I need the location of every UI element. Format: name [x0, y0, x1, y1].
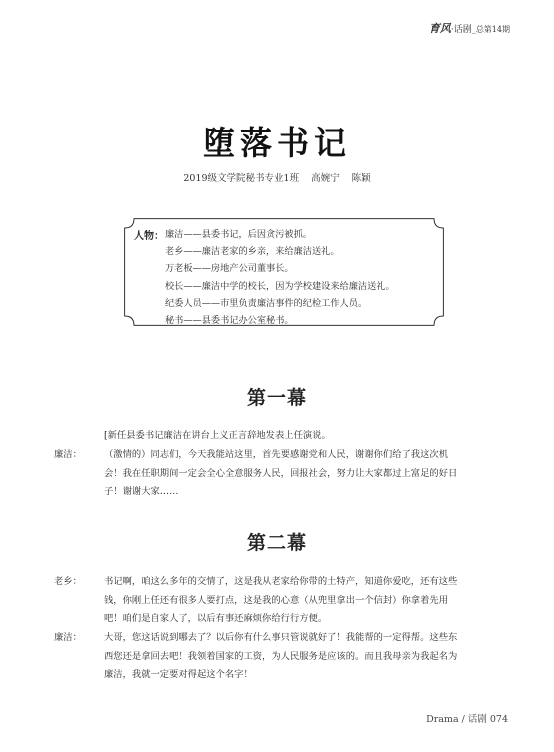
dialogue — [104, 446, 457, 502]
dialogue-line: （激情的）同志们，今天我能站这里，首先要感谢党和人民，谢谢你们给了我这次机 — [104, 449, 448, 460]
footer-section: 话剧 — [467, 714, 487, 725]
dialogue-line: 会！我在任职期间一定会全心全意服务人民，回报社会，努力让大家都过上富足的好日 — [104, 467, 458, 479]
dialogue-line: 西您还是拿回去吧！我领着国家的工资，为人民服务是应该的。而且我母亲为我起名为 — [104, 650, 458, 662]
author-line — [0, 170, 554, 184]
dialogue-line: 书记啊，咱这么多年的交情了，这是我从老家给你带的土特产，知道你爱吃，还有这些 — [104, 576, 458, 587]
issue-number: _总第14期 — [471, 25, 510, 34]
page-header — [429, 20, 510, 36]
footer-separator: / — [461, 714, 465, 725]
speaker-label: 老乡： — [54, 576, 82, 587]
page-number: 074 — [489, 714, 508, 725]
author-name: 高婉宁 — [311, 173, 340, 184]
header-section: 话剧 — [453, 25, 472, 35]
cast-member: 校长——廉洁中学的校长，因为学校建设来给廉洁送礼。 — [165, 280, 395, 292]
header-dot: · — [450, 25, 454, 35]
cast-list-box — [124, 218, 444, 326]
stage-direction: [新任县委书记廉洁在讲台上义正言辞地发表上任演说。 — [104, 430, 331, 441]
footer-label: Drama — [426, 714, 459, 725]
dialogue — [104, 629, 457, 685]
dialogue-line: 大哥，您这话说到哪去了？以后你有什么事只管说就好了！我能帮的一定得帮。这些东 — [104, 632, 458, 643]
play-title: 堕落书记 — [202, 124, 351, 162]
cast-member: 秘书——县委书记办公室秘书。 — [165, 315, 294, 327]
dialogue-line: 吧！咱们是自家人了，以后有事还麻烦你给行行方便。 — [104, 613, 328, 624]
cast-member: 纪委人员——市里负责廉洁事件的纪检工作人员。 — [165, 297, 368, 309]
cast-label: 人物： — [134, 231, 164, 242]
cast-members — [165, 226, 395, 329]
dialogue-line: 子！谢谢大家…… — [104, 486, 179, 497]
cast-member: 万老板——房地产公司董事长。 — [165, 263, 294, 275]
author-affiliation: 2019级文学院秘书专业1班 — [183, 173, 300, 184]
author-name: 陈颖 — [351, 173, 371, 184]
act-one-heading: 第一幕 — [246, 387, 307, 409]
cast-member: 老乡——廉洁老家的乡亲，来给廉洁送礼。 — [165, 246, 340, 258]
dialogue-line: 廉洁，我就一定要对得起这个名字！ — [104, 669, 253, 680]
cast-member: 廉洁——县委书记，后因贪污被抓。 — [165, 229, 312, 240]
act-two-heading: 第二幕 — [246, 532, 307, 554]
dialogue-line: 钱，你刚上任还有很多人要打点，这是我的心意（从兜里拿出一个信封）你拿着先用 — [104, 594, 448, 606]
dialogue — [104, 573, 457, 629]
magazine-name: 育风 — [428, 22, 451, 35]
page-footer — [426, 711, 508, 725]
speaker-label: 廉洁： — [54, 632, 82, 643]
speaker-label: 廉洁： — [54, 449, 82, 460]
